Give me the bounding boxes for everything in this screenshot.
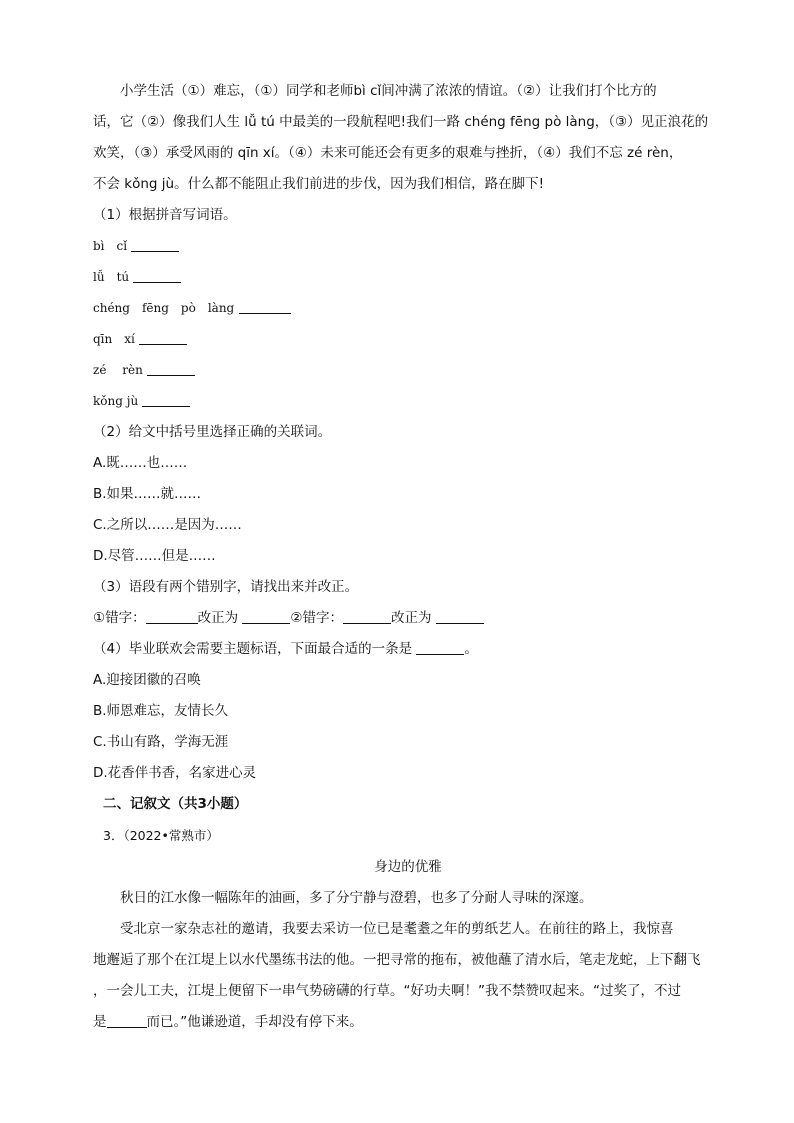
passage-line: 不会 kǒng jù。什么都不能阻止我们前进的步伐，因为我们相信，路在脚下! [93, 176, 545, 192]
pinyin-item [93, 262, 723, 293]
pinyin-item [93, 293, 723, 324]
pinyin-text: qīn xí [93, 332, 135, 346]
option-b[interactable]: B.如果……就…… [93, 486, 202, 502]
answer-blank[interactable] [146, 609, 198, 624]
passage-line: 小学生活（①）难忘，（①）同学和老师bì cǐ间冲满了浓浓的情谊。（②）让我们打个比方的 [120, 83, 657, 99]
pinyin-item [93, 231, 723, 262]
section-heading: 二、记叙文（共3小题） [103, 796, 248, 812]
option-c[interactable]: C.书山有路，学海无涯 [93, 734, 229, 750]
option-b[interactable]: B.师恩难忘，友情长久 [93, 703, 229, 719]
answer-blank[interactable] [131, 237, 179, 252]
article-line: 受北京一家杂志社的邀请，我要去采访一位已是耄耋之年的剪纸艺人。在前往的路上，我惊喜 [120, 921, 674, 937]
answer-blank[interactable] [436, 609, 484, 624]
article-line: 秋日的江水像一幅陈年的油画，多了分宁静与澄碧，也多了分耐人寻味的深邃。 [120, 890, 593, 906]
passage-line: 话，它（②）像我们人生 lǚ tú 中最美的一段航程吧!我们一路 chéng fēng pò làng，（③）见正浪花的 [93, 114, 709, 130]
pinyin-text: kǒng jù [93, 394, 139, 408]
question-4-prompt: （4）毕业联欢会需要主题标语，下面最合适的一条是 [93, 641, 413, 657]
article-line [93, 1007, 723, 1038]
question-1-prompt: （1）根据拼音写词语。 [93, 207, 237, 223]
article-text: 而已。”他谦逊道，手却没有停下来。 [146, 1014, 363, 1030]
question-source [93, 820, 723, 851]
option-d[interactable]: D.花香伴书香，名家进心灵 [93, 765, 257, 781]
answer-blank[interactable] [242, 609, 290, 624]
pinyin-item [93, 324, 723, 355]
answer-blank[interactable] [416, 640, 464, 655]
question-number: 3． [103, 828, 124, 843]
pinyin-text: lǚ tú [93, 270, 130, 284]
option-c[interactable]: C.之所以……是因为…… [93, 517, 242, 533]
option-a[interactable]: A.迎接团徽的召唤 [93, 672, 201, 688]
option-a[interactable]: A.既……也…… [93, 455, 188, 471]
question-4-end: 。 [464, 641, 478, 657]
answer-blank[interactable] [239, 299, 291, 314]
question-4-row [93, 634, 723, 665]
typo-label-1: ①错字： [93, 610, 146, 626]
typo-label-2: ②错字： [290, 610, 344, 626]
fix-label-1: 改正为 [197, 610, 239, 626]
option-d[interactable]: D.尽管……但是…… [93, 548, 216, 564]
article-text: 是 [93, 1014, 107, 1030]
fix-label-2: 改正为 [391, 610, 432, 626]
article-line: 地邂逅了那个在江堤上以水代墨练书法的他。一把寻常的拖布，被他蘸了清水后，笔走龙蛇，上下翻飞 [93, 952, 701, 968]
pinyin-item [93, 386, 723, 417]
document-page [93, 76, 723, 1038]
source-text: （2022•常熟市） [123, 828, 219, 843]
pinyin-text: zé rèn [93, 363, 143, 377]
typo-answer-row [93, 603, 723, 634]
answer-blank[interactable] [147, 361, 195, 376]
article-title: 身边的优雅 [374, 859, 442, 875]
question-2-prompt: （2）给文中括号里选择正确的关联词。 [93, 424, 332, 440]
article-line: ，一会儿工夫，江堤上便留下一串气势磅礴的行草。“好功夫啊！”我不禁赞叹起来。“过奖了，不过 [93, 983, 681, 999]
pinyin-text: bì cǐ [93, 239, 128, 253]
question-3-prompt: （3）语段有两个错别字，请找出来并改正。 [93, 579, 359, 595]
passage-line: 欢笑，（③）承受风雨的 qīn xí。（④）未来可能还会有更多的艰难与挫折，（④）我们不忘 zé rèn， [93, 145, 683, 161]
answer-blank[interactable] [142, 392, 190, 407]
answer-blank[interactable] [133, 268, 181, 283]
answer-blank[interactable] [107, 1013, 147, 1028]
pinyin-text: chéng fēng pò làng [93, 301, 235, 315]
answer-blank[interactable] [343, 609, 391, 624]
passage-paragraph [93, 76, 723, 200]
answer-blank[interactable] [139, 330, 187, 345]
pinyin-item [93, 355, 723, 386]
